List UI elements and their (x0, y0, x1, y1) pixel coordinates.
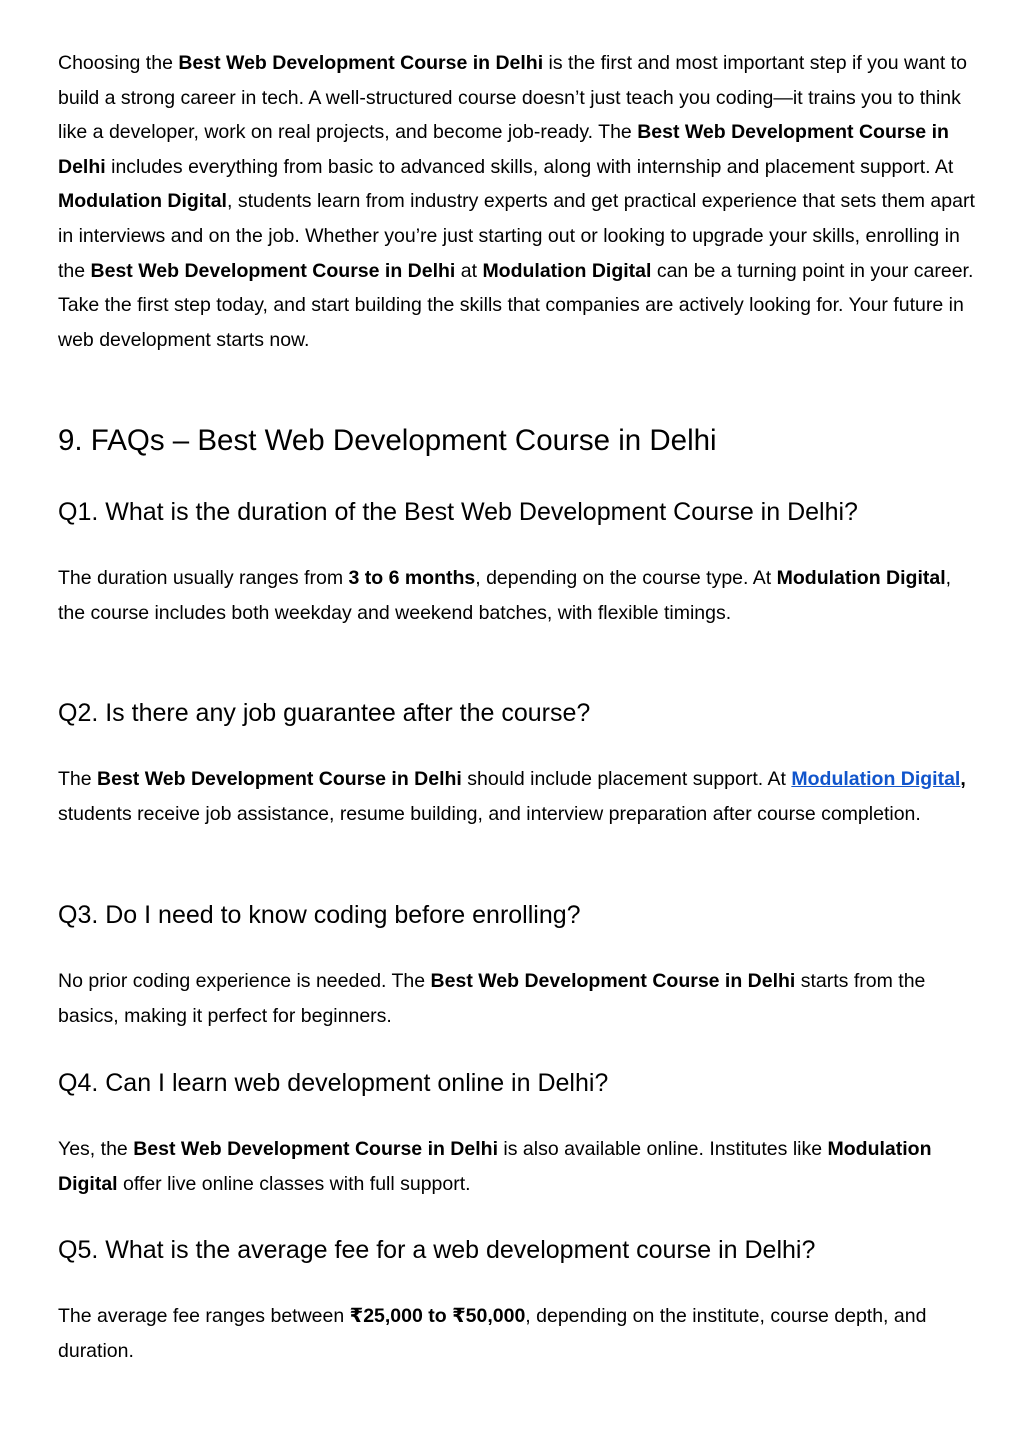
answer-bold-comma: , (960, 768, 966, 790)
intro-text: is the first and most important step if you want to build a strong career in tech. A well-structured course doesn’t just teach you coding—it trains you to think like a developer, work on real projects, and become job-ready. The (58, 52, 967, 144)
answer-bold-course: Best Web Development Course in Delhi (430, 970, 796, 992)
answer-bold-brand: Modulation Digital (776, 567, 946, 589)
faq-answer-5 (58, 1299, 978, 1368)
answer-text: students receive job assistance, resume building, and interview preparation after course completion. (58, 802, 921, 825)
intro-bold-course: Best Web Development Course in Delhi (178, 52, 544, 74)
answer-bold-course: Best Web Development Course in Delhi (133, 1138, 498, 1160)
faq-answer-2 (58, 762, 978, 831)
answer-text: Yes, the (58, 1138, 134, 1160)
intro-bold-course: Best Web Development Course in Delhi (58, 121, 949, 178)
answer-bold-brand: Modulation Digital (58, 1138, 932, 1195)
faq-question-5: Q5. What is the average fee for a web development course in Delhi? (58, 1236, 816, 1264)
answer-text: should include placement support. At (461, 768, 792, 790)
answer-text: No prior coding experience is needed. The (58, 970, 431, 992)
intro-text: , students learn from industry experts and get practical experience that sets them apart in interviews and on the job. Whether you’re just starting out or looking to upgrade your skills, enrolling in the (58, 190, 975, 282)
faq-section-heading: 9. FAQs – Best Web Development Course in Delhi (58, 424, 717, 457)
answer-text: The (58, 768, 98, 790)
intro-text: Choosing the (58, 52, 179, 74)
answer-text: is also available online. Institutes like (497, 1138, 828, 1160)
faq-question-4: Q4. Can I learn web development online in Delhi? (58, 1069, 609, 1097)
answer-bold-duration: 3 to 6 months (348, 567, 476, 589)
answer-text: , depending on the course type. At (475, 567, 777, 589)
faq-question-2: Q2. Is there any job guarantee after the course? (58, 699, 591, 727)
intro-paragraph (58, 46, 978, 357)
faq-answer-1 (58, 561, 978, 630)
answer-text: The average fee ranges between (58, 1305, 350, 1327)
answer-text: starts from the basics, making it perfect for beginners. (58, 970, 926, 1027)
answer-bold-course: Best Web Development Course in Delhi (97, 768, 462, 790)
answer-text: , the course includes both weekday and weekend batches, with flexible timings. (58, 567, 952, 624)
faq-question-1: Q1. What is the duration of the Best Web Development Course in Delhi? (58, 498, 858, 526)
faq-answer-3 (58, 964, 978, 1033)
faq-answer-4 (58, 1132, 978, 1201)
intro-text: can be a turning point in your career. Take the first step today, and start building the skills that companies are actively looking for. Your future in web development starts now. (58, 259, 974, 351)
intro-bold-brand: Modulation Digital (58, 190, 227, 213)
intro-text: at (455, 259, 483, 282)
intro-bold-brand: Modulation Digital (482, 259, 652, 282)
answer-text: , depending on the institute, course depth, and duration. (58, 1305, 927, 1362)
modulation-digital-link[interactable]: Modulation Digital (791, 768, 961, 790)
answer-text: offer live online classes with full support. (117, 1172, 471, 1195)
intro-text: includes everything from basic to advanced skills, along with internship and placement support. At (105, 155, 954, 178)
answer-text: The duration usually ranges from (58, 567, 349, 589)
intro-bold-course: Best Web Development Course in Delhi (90, 259, 456, 282)
answer-bold-fee: ₹25,000 to ₹50,000 (349, 1305, 526, 1327)
faq-question-3: Q3. Do I need to know coding before enrolling? (58, 901, 581, 929)
